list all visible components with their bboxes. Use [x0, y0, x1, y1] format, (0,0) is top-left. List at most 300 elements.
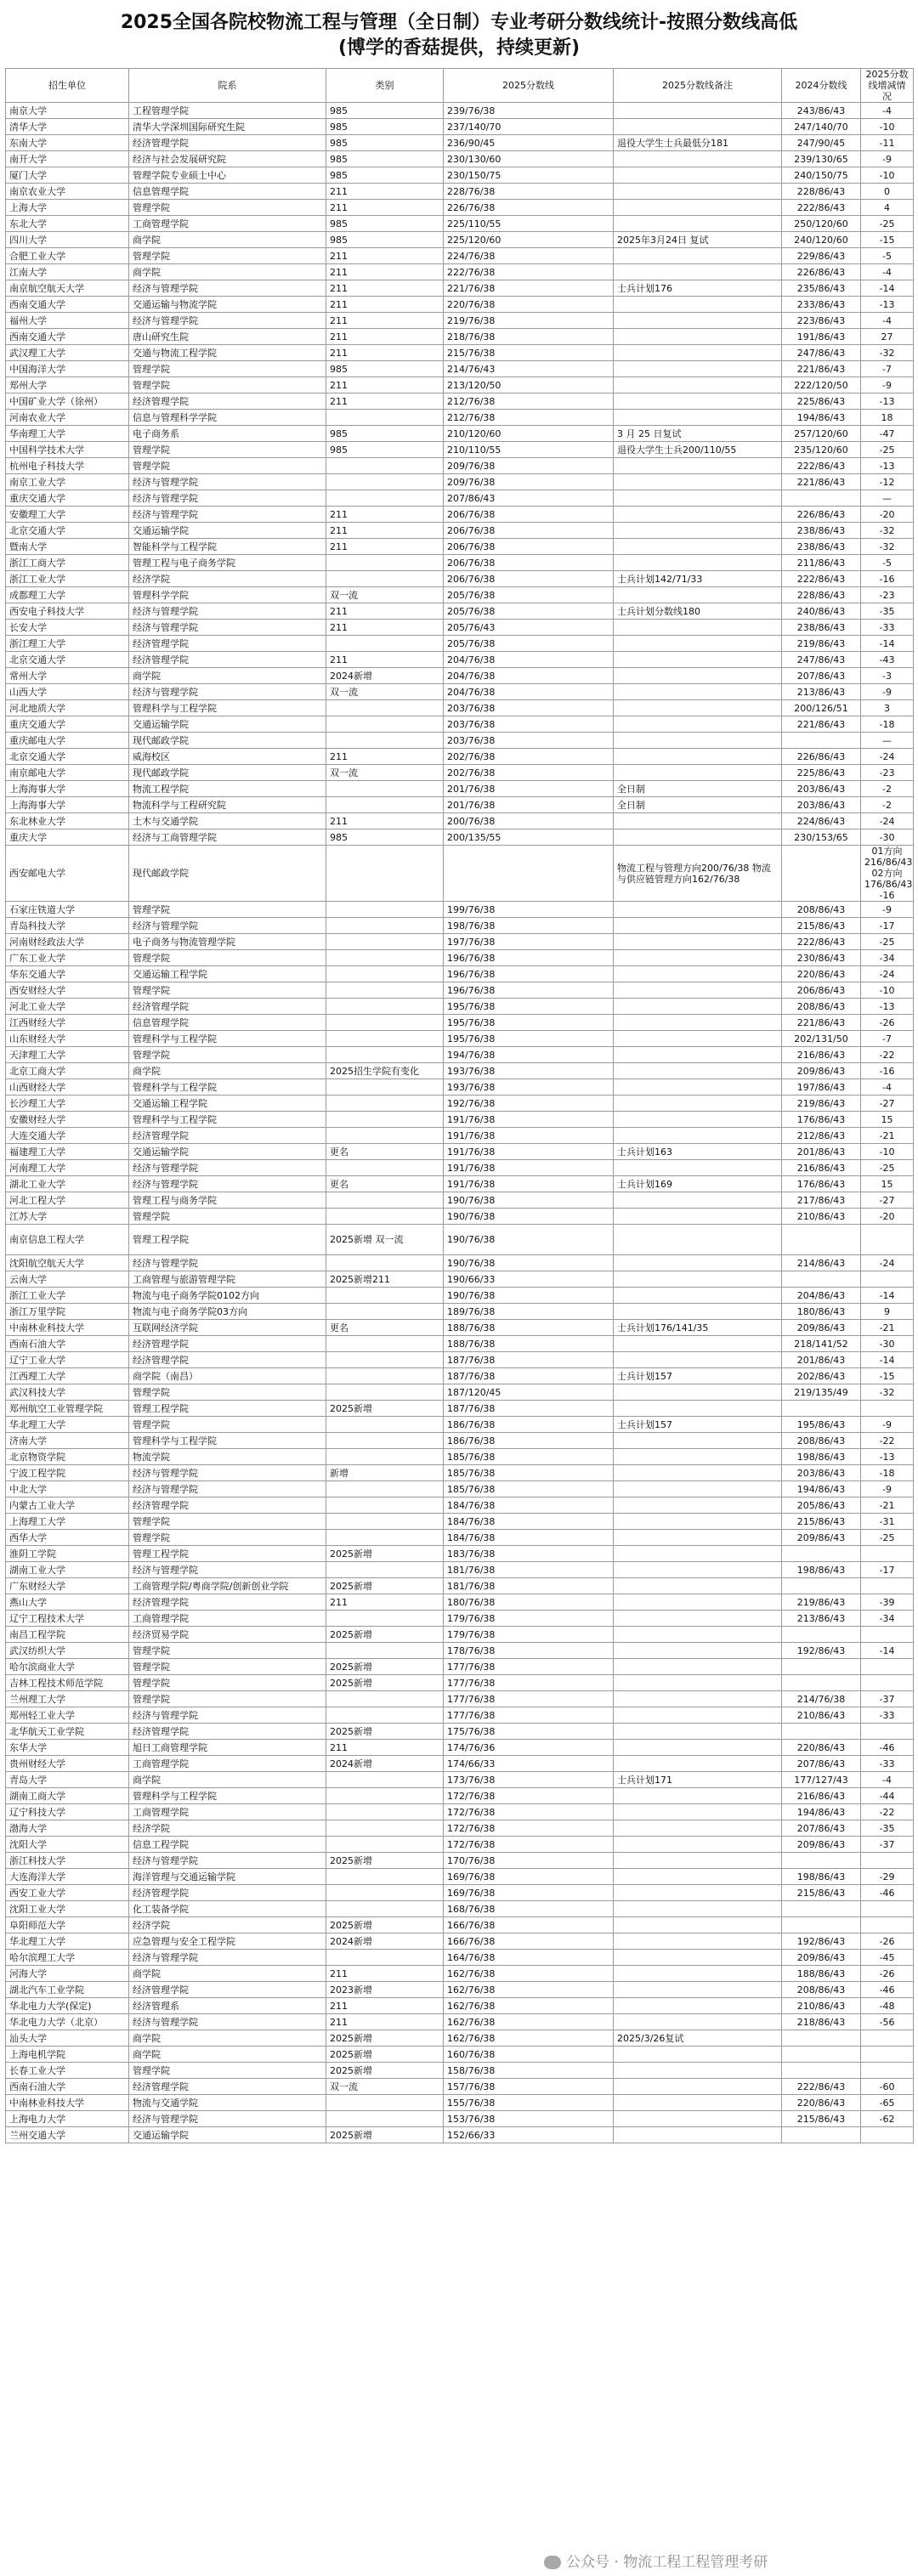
cell-category: 2024新增	[326, 1756, 444, 1772]
table-row	[6, 2127, 914, 2143]
cell-department: 清华大学深圳国际研究生院	[129, 119, 326, 135]
cell-note-2025	[614, 2014, 782, 2030]
cell-category: 211	[326, 813, 444, 829]
cell-department: 管理学院	[129, 377, 326, 393]
cell-score-2024: 206/86/43	[782, 982, 861, 999]
cell-note-2025	[614, 103, 782, 119]
cell-school: 郑州轻工业大学	[6, 1707, 129, 1724]
cell-category	[326, 1611, 444, 1627]
cell-note-2025	[614, 1209, 782, 1225]
cell-category: 211	[326, 184, 444, 200]
cell-note-2025	[614, 620, 782, 636]
cell-score-2025: 191/76/38	[444, 1160, 614, 1176]
cell-school: 沈阳航空航天大学	[6, 1255, 129, 1271]
cell-score-2024: 233/86/43	[782, 297, 861, 313]
table-row	[6, 620, 914, 636]
wechat-icon	[544, 2556, 561, 2569]
cell-department: 商学院	[129, 2047, 326, 2063]
cell-department: 信息与管理科学学院	[129, 410, 326, 426]
cell-school: 浙江科技大学	[6, 1853, 129, 1869]
cell-category	[326, 1384, 444, 1401]
cell-score-2025: 197/76/38	[444, 934, 614, 950]
cell-score-2024: 208/86/43	[782, 1982, 861, 1998]
cell-score-2025: 203/76/38	[444, 716, 614, 733]
cell-score-2024	[782, 1546, 861, 1562]
cell-category: 2025新增	[326, 1401, 444, 1417]
cell-change	[861, 1724, 914, 1740]
cell-score-2025: 185/76/38	[444, 1449, 614, 1465]
cell-department: 交通运输学院	[129, 2127, 326, 2143]
cell-category: 985	[326, 232, 444, 248]
cell-department: 商学院（南昌）	[129, 1368, 326, 1384]
cell-score-2024: 194/86/43	[782, 410, 861, 426]
cell-score-2024: 221/86/43	[782, 361, 861, 377]
cell-change: -24	[861, 1255, 914, 1271]
cell-score-2024: 226/86/43	[782, 264, 861, 280]
cell-department: 土木与交通学院	[129, 813, 326, 829]
table-row	[6, 1627, 914, 1643]
table-row	[6, 1031, 914, 1047]
cell-department: 经济管理学院	[129, 999, 326, 1015]
cell-score-2024	[782, 846, 861, 902]
cell-score-2025: 200/76/38	[444, 813, 614, 829]
table-row	[6, 184, 914, 200]
table-row	[6, 555, 914, 571]
cell-category: 2025新增	[326, 2127, 444, 2143]
cell-school: 西安工业大学	[6, 1885, 129, 1901]
cell-school: 重庆交通大学	[6, 716, 129, 733]
cell-department: 现代邮政学院	[129, 765, 326, 781]
cell-category	[326, 1497, 444, 1514]
cell-change: -62	[861, 2111, 914, 2127]
cell-score-2025: 164/76/38	[444, 1950, 614, 1966]
cell-note-2025	[614, 1128, 782, 1144]
cell-school: 汕头大学	[6, 2030, 129, 2047]
cell-score-2024: 192/86/43	[782, 1933, 861, 1950]
table-row	[6, 1417, 914, 1433]
cell-school: 燕山大学	[6, 1594, 129, 1611]
cell-change: -21	[861, 1497, 914, 1514]
cell-note-2025	[614, 587, 782, 603]
cell-department: 管理学院	[129, 200, 326, 216]
cell-score-2025: 230/150/75	[444, 167, 614, 184]
cell-score-2024: 247/90/45	[782, 135, 861, 151]
table-row	[6, 458, 914, 474]
cell-department: 管理科学学院	[129, 587, 326, 603]
cell-department: 经济管理学院	[129, 2079, 326, 2095]
cell-note-2025	[614, 1627, 782, 1643]
cell-department: 经济与管理学院	[129, 2014, 326, 2030]
cell-score-2024: 230/86/43	[782, 950, 861, 966]
cell-department: 工商管理学院	[129, 1611, 326, 1627]
cell-note-2025: 士兵计划176/141/35	[614, 1320, 782, 1336]
cell-score-2025: 198/76/38	[444, 918, 614, 934]
cell-category: 985	[326, 151, 444, 167]
cell-note-2025	[614, 1336, 782, 1352]
cell-score-2025: 180/76/38	[444, 1594, 614, 1611]
cell-department: 商学院	[129, 264, 326, 280]
cell-category	[326, 555, 444, 571]
cell-score-2024: 257/120/60	[782, 426, 861, 442]
cell-department: 经济与管理学院	[129, 1176, 326, 1192]
cell-category	[326, 966, 444, 982]
cell-category	[326, 700, 444, 716]
cell-score-2025: 202/76/38	[444, 749, 614, 765]
cell-school: 湖北工业大学	[6, 1176, 129, 1192]
cell-change: -25	[861, 1530, 914, 1546]
cell-note-2025	[614, 1481, 782, 1497]
cell-note-2025	[614, 1031, 782, 1047]
cell-school: 江西理工大学	[6, 1368, 129, 1384]
cell-category	[326, 1691, 444, 1707]
cell-department: 交通运输工程学院	[129, 966, 326, 982]
cell-school: 武汉理工大学	[6, 345, 129, 361]
cell-score-2024: 223/86/43	[782, 313, 861, 329]
cell-category: 2025新增	[326, 1546, 444, 1562]
cell-school: 安徽财经大学	[6, 1112, 129, 1128]
cell-school: 宁波工程学院	[6, 1465, 129, 1481]
table-row	[6, 1368, 914, 1384]
cell-score-2024: 222/86/43	[782, 571, 861, 587]
cell-score-2024: 221/86/43	[782, 474, 861, 490]
cell-change: -23	[861, 765, 914, 781]
cell-change: -32	[861, 539, 914, 555]
cell-category: 新增	[326, 1465, 444, 1481]
cell-change: -46	[861, 1885, 914, 1901]
cell-school: 华南理工大学	[6, 426, 129, 442]
cell-score-2025: 195/76/38	[444, 1031, 614, 1047]
cell-category: 211	[326, 652, 444, 668]
table-row	[6, 1724, 914, 1740]
cell-department: 管理工程学院	[129, 1546, 326, 1562]
cell-category	[326, 1869, 444, 1885]
cell-score-2025: 219/76/38	[444, 313, 614, 329]
cell-note-2025	[614, 1820, 782, 1837]
cell-note-2025	[614, 264, 782, 280]
cell-note-2025	[614, 1433, 782, 1449]
cell-category	[326, 781, 444, 797]
cell-department: 经济与管理学院	[129, 684, 326, 700]
cell-note-2025	[614, 1047, 782, 1063]
cell-category	[326, 1079, 444, 1096]
cell-score-2024: 188/86/43	[782, 1966, 861, 1982]
cell-department: 海洋管理与交通运输学院	[129, 1869, 326, 1885]
cell-score-2024: 194/86/43	[782, 1481, 861, 1497]
cell-score-2024	[782, 1578, 861, 1594]
cell-department: 管理学院	[129, 2063, 326, 2079]
cell-change: 01方向216/86/43 02方向176/86/43 -16	[861, 846, 914, 902]
cell-score-2024: 203/86/43	[782, 797, 861, 813]
cell-note-2025	[614, 1933, 782, 1950]
table-row	[6, 313, 914, 329]
cell-school: 安徽理工大学	[6, 507, 129, 523]
cell-score-2025: 230/130/60	[444, 151, 614, 167]
cell-category: 211	[326, 2014, 444, 2030]
cell-score-2024: 198/86/43	[782, 1869, 861, 1885]
cell-note-2025	[614, 1079, 782, 1096]
cell-category	[326, 1304, 444, 1320]
cell-school: 浙江理工大学	[6, 636, 129, 652]
title-line-2: (博学的香菇提供，持续更新)	[337, 37, 581, 59]
cell-score-2025: 215/76/38	[444, 345, 614, 361]
cell-department: 经济与管理学院	[129, 474, 326, 490]
cell-change: -13	[861, 999, 914, 1015]
cell-category	[326, 1837, 444, 1853]
cell-note-2025	[614, 1837, 782, 1853]
cell-change: -4	[861, 1079, 914, 1096]
cell-score-2025: 206/76/38	[444, 507, 614, 523]
table-row	[6, 966, 914, 982]
cell-note-2025	[614, 716, 782, 733]
cell-score-2025: 193/76/38	[444, 1079, 614, 1096]
table-row	[6, 587, 914, 603]
cell-department: 商学院	[129, 668, 326, 684]
cell-school: 长沙理工大学	[6, 1096, 129, 1112]
cell-note-2025: 退役大学生士兵最低分181	[614, 135, 782, 151]
cell-change: -33	[861, 1707, 914, 1724]
cell-category: 2024新增	[326, 1933, 444, 1950]
table-row	[6, 393, 914, 410]
cell-school: 西南交通大学	[6, 297, 129, 313]
cell-category: 双一流	[326, 765, 444, 781]
cell-change: -65	[861, 2095, 914, 2111]
cell-note-2025	[614, 902, 782, 918]
cell-score-2025: 160/76/38	[444, 2047, 614, 2063]
cell-category: 双一流	[326, 684, 444, 700]
table-row	[6, 200, 914, 216]
cell-score-2025: 157/76/38	[444, 2079, 614, 2095]
cell-change: -7	[861, 361, 914, 377]
cell-score-2025: 206/76/38	[444, 523, 614, 539]
cell-score-2024: 219/86/43	[782, 1594, 861, 1611]
cell-change: -14	[861, 1288, 914, 1304]
cell-note-2025	[614, 1271, 782, 1288]
cell-department: 管理学院	[129, 1209, 326, 1225]
cell-school: 福州大学	[6, 313, 129, 329]
cell-note-2025	[614, 1917, 782, 1933]
cell-note-2025	[614, 668, 782, 684]
cell-score-2025: 162/76/38	[444, 2030, 614, 2047]
cell-score-2025: 204/76/38	[444, 668, 614, 684]
cell-score-2025: 188/76/38	[444, 1320, 614, 1336]
cell-score-2025: 178/76/38	[444, 1643, 614, 1659]
cell-category: 985	[326, 167, 444, 184]
cell-category: 2025新增	[326, 1724, 444, 1740]
cell-score-2025: 168/76/38	[444, 1901, 614, 1917]
cell-note-2025	[614, 1063, 782, 1079]
cell-note-2025	[614, 1401, 782, 1417]
table-row	[6, 700, 914, 716]
table-row	[6, 603, 914, 620]
cell-note-2025	[614, 410, 782, 426]
table-row	[6, 1401, 914, 1417]
table-row	[6, 1079, 914, 1096]
cell-note-2025	[614, 2079, 782, 2095]
cell-score-2025: 205/76/38	[444, 636, 614, 652]
table-row	[6, 1659, 914, 1675]
cell-category	[326, 1707, 444, 1724]
cell-score-2024: 222/120/50	[782, 377, 861, 393]
cell-score-2025: 203/76/38	[444, 733, 614, 749]
cell-score-2025: 192/76/38	[444, 1096, 614, 1112]
cell-department: 信息管理学院	[129, 184, 326, 200]
cell-score-2025: 228/76/38	[444, 184, 614, 200]
cell-change: -10	[861, 167, 914, 184]
cell-score-2025: 225/120/60	[444, 232, 614, 248]
table-row	[6, 1853, 914, 1869]
cell-department: 经济管理学院	[129, 1352, 326, 1368]
cell-note-2025	[614, 184, 782, 200]
cell-change: -56	[861, 2014, 914, 2030]
cell-change: -22	[861, 1047, 914, 1063]
cell-department: 管理工程与商务学院	[129, 1192, 326, 1209]
cell-score-2024: 221/86/43	[782, 716, 861, 733]
cell-score-2024: 200/126/51	[782, 700, 861, 716]
cell-change: -10	[861, 119, 914, 135]
cell-category: 211	[326, 1740, 444, 1756]
table-row	[6, 1950, 914, 1966]
cell-note-2025	[614, 2127, 782, 2143]
cell-score-2024	[782, 2063, 861, 2079]
cell-score-2024: 222/86/43	[782, 458, 861, 474]
cell-school: 广东工业大学	[6, 950, 129, 966]
cell-score-2024: 239/130/65	[782, 151, 861, 167]
cell-score-2025: 158/76/38	[444, 2063, 614, 2079]
cell-category: 985	[326, 103, 444, 119]
cell-note-2025	[614, 700, 782, 716]
cell-change: -47	[861, 426, 914, 442]
cell-score-2024: 207/86/43	[782, 668, 861, 684]
cell-score-2025: 195/76/38	[444, 999, 614, 1015]
table-row	[6, 733, 914, 749]
cell-note-2025	[614, 1465, 782, 1481]
cell-score-2024: 238/86/43	[782, 523, 861, 539]
cell-school: 西南石油大学	[6, 1336, 129, 1352]
cell-category	[326, 458, 444, 474]
cell-note-2025	[614, 2111, 782, 2127]
cell-department: 管理学院	[129, 982, 326, 999]
cell-note-2025	[614, 200, 782, 216]
cell-score-2024: 220/86/43	[782, 1740, 861, 1756]
cell-score-2025: 181/76/38	[444, 1578, 614, 1594]
cell-change: -3	[861, 668, 914, 684]
cell-school: 常州大学	[6, 668, 129, 684]
cell-category	[326, 982, 444, 999]
cell-score-2024	[782, 1271, 861, 1288]
cell-score-2025: 222/76/38	[444, 264, 614, 280]
cell-school: 浙江万里学院	[6, 1304, 129, 1320]
table-row	[6, 1546, 914, 1562]
cell-score-2024: 204/86/43	[782, 1288, 861, 1304]
cell-department: 唐山研究生院	[129, 329, 326, 345]
table-row	[6, 1352, 914, 1368]
cell-score-2024: 216/86/43	[782, 1160, 861, 1176]
cell-change	[861, 1225, 914, 1255]
table-row	[6, 813, 914, 829]
cell-change	[861, 2047, 914, 2063]
cell-category: 2025新增211	[326, 1271, 444, 1288]
cell-school: 四川大学	[6, 232, 129, 248]
cell-change: -14	[861, 1643, 914, 1659]
cell-score-2025: 209/76/38	[444, 474, 614, 490]
table-row	[6, 1047, 914, 1063]
cell-score-2024	[782, 2030, 861, 2047]
cell-school: 浙江工商大学	[6, 555, 129, 571]
cell-school: 北京物资学院	[6, 1449, 129, 1465]
cell-score-2025: 205/76/43	[444, 620, 614, 636]
table-row	[6, 1788, 914, 1804]
cell-school: 中国矿业大学（徐州）	[6, 393, 129, 410]
cell-score-2025: 236/90/45	[444, 135, 614, 151]
table-row	[6, 902, 914, 918]
cell-change: -43	[861, 652, 914, 668]
cell-category	[326, 1820, 444, 1837]
cell-change: -26	[861, 1966, 914, 1982]
cell-school: 湖南工业大学	[6, 1562, 129, 1578]
cell-note-2025	[614, 1352, 782, 1368]
cell-school: 山西财经大学	[6, 1079, 129, 1096]
cell-school: 厦门大学	[6, 167, 129, 184]
cell-department: 管理学院	[129, 1675, 326, 1691]
cell-school: 内蒙古工业大学	[6, 1497, 129, 1514]
table-row	[6, 1756, 914, 1772]
cell-school: 南京工业大学	[6, 474, 129, 490]
cell-change: -44	[861, 1788, 914, 1804]
cell-department: 经济与管理学院	[129, 280, 326, 297]
cell-department: 经济管理学院	[129, 1336, 326, 1352]
cell-note-2025	[614, 1497, 782, 1514]
cell-category	[326, 1481, 444, 1497]
cell-category	[326, 636, 444, 652]
table-row	[6, 1433, 914, 1449]
table-row	[6, 1933, 914, 1950]
cell-score-2024: 176/86/43	[782, 1112, 861, 1128]
cell-department: 经济与管理学院	[129, 1481, 326, 1497]
cell-score-2025: 210/110/55	[444, 442, 614, 458]
table-row	[6, 119, 914, 135]
cell-school: 郑州大学	[6, 377, 129, 393]
cell-score-2024: 201/86/43	[782, 1144, 861, 1160]
cell-score-2024: 205/86/43	[782, 1497, 861, 1514]
cell-department: 经济与管理学院	[129, 2111, 326, 2127]
table-row	[6, 442, 914, 458]
cell-change: -12	[861, 474, 914, 490]
cell-score-2025: 210/120/60	[444, 426, 614, 442]
cell-change	[861, 1659, 914, 1675]
cell-department: 管理学院	[129, 248, 326, 264]
cell-score-2025: 190/66/33	[444, 1271, 614, 1288]
cell-change: -60	[861, 2079, 914, 2095]
cell-category	[326, 1160, 444, 1176]
cell-score-2024: 176/86/43	[782, 1176, 861, 1192]
table-body	[6, 103, 914, 2143]
cell-department: 信息管理学院	[129, 1015, 326, 1031]
cell-school: 南开大学	[6, 151, 129, 167]
cell-department: 经济管理学院	[129, 652, 326, 668]
cell-score-2025: 187/76/38	[444, 1401, 614, 1417]
cell-score-2024	[782, 1659, 861, 1675]
cell-school: 哈尔滨商业大学	[6, 1659, 129, 1675]
cell-change: -46	[861, 1740, 914, 1756]
cell-note-2025	[614, 1740, 782, 1756]
cell-department: 化工装备学院	[129, 1901, 326, 1917]
cell-category	[326, 950, 444, 966]
table-row	[6, 297, 914, 313]
cell-note-2025	[614, 1611, 782, 1627]
cell-category: 211	[326, 377, 444, 393]
cell-score-2024: 208/86/43	[782, 902, 861, 918]
cell-school: 渤海大学	[6, 1820, 129, 1837]
